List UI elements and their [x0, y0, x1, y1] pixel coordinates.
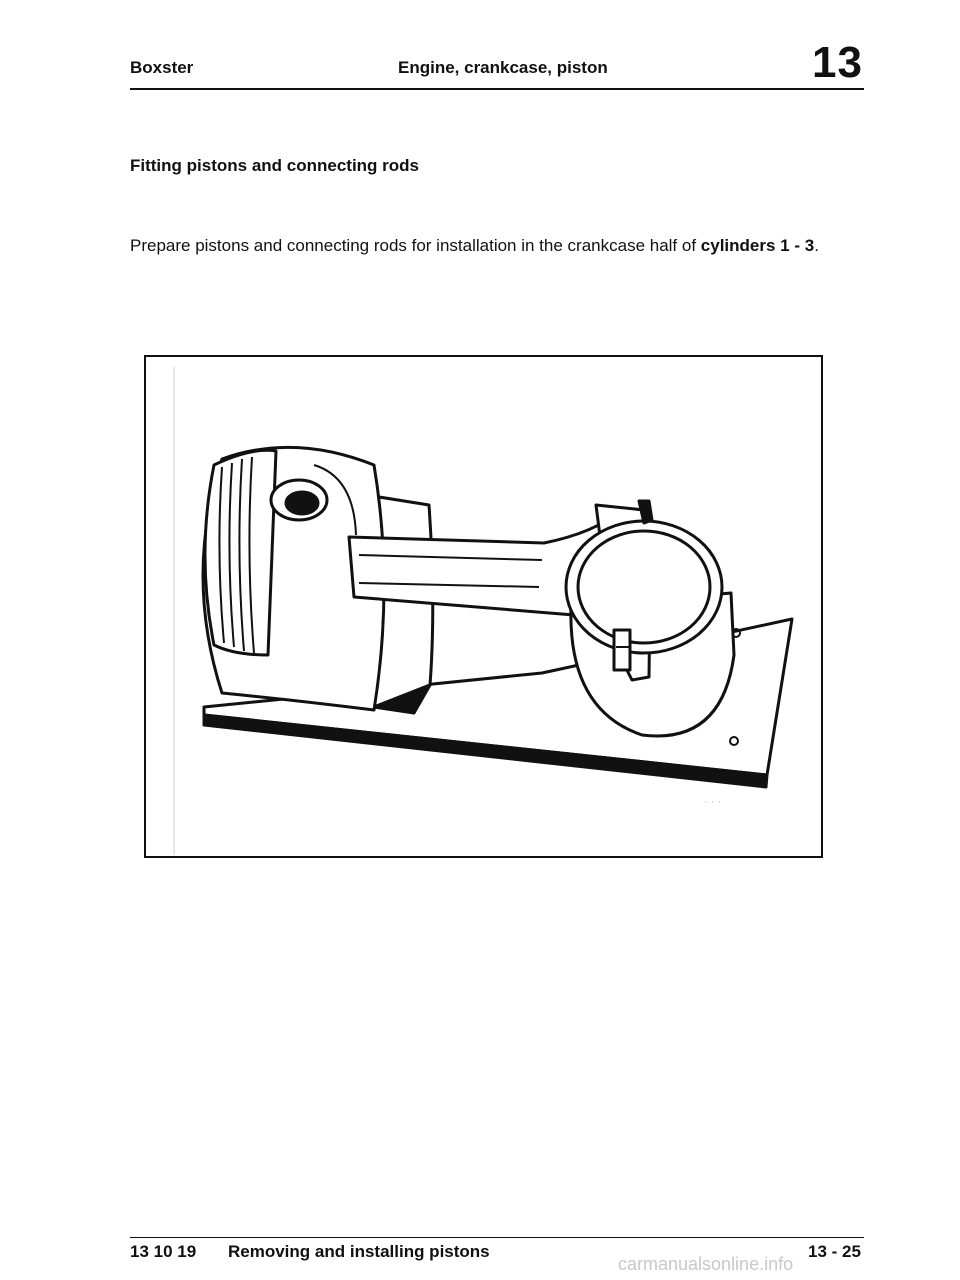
footer-code: 13 10 19	[130, 1242, 197, 1261]
piston-rod-figure	[144, 355, 823, 858]
figure-mark: · · ·	[704, 796, 722, 808]
section-title: Fitting pistons and connecting rods	[130, 156, 419, 175]
header-rule	[130, 88, 864, 90]
instruction-suffix: .	[814, 236, 819, 255]
header-chapter-number: 13	[812, 38, 863, 87]
footer-page-number: 13 - 25	[808, 1242, 861, 1261]
header-chapter-title: Engine, crankcase, piston	[398, 58, 608, 77]
instruction-bold: cylinders 1 - 3	[700, 236, 815, 255]
footer-rule	[130, 1237, 864, 1238]
footer-title: Removing and installing pistons	[228, 1242, 490, 1261]
watermark-text: carmanualsonline.info	[618, 1254, 794, 1274]
instruction-text	[130, 236, 819, 256]
instruction-prefix: Prepare pistons and connecting rods for installation in the crankcase half of	[130, 236, 697, 255]
header-model: Boxster	[130, 58, 194, 77]
